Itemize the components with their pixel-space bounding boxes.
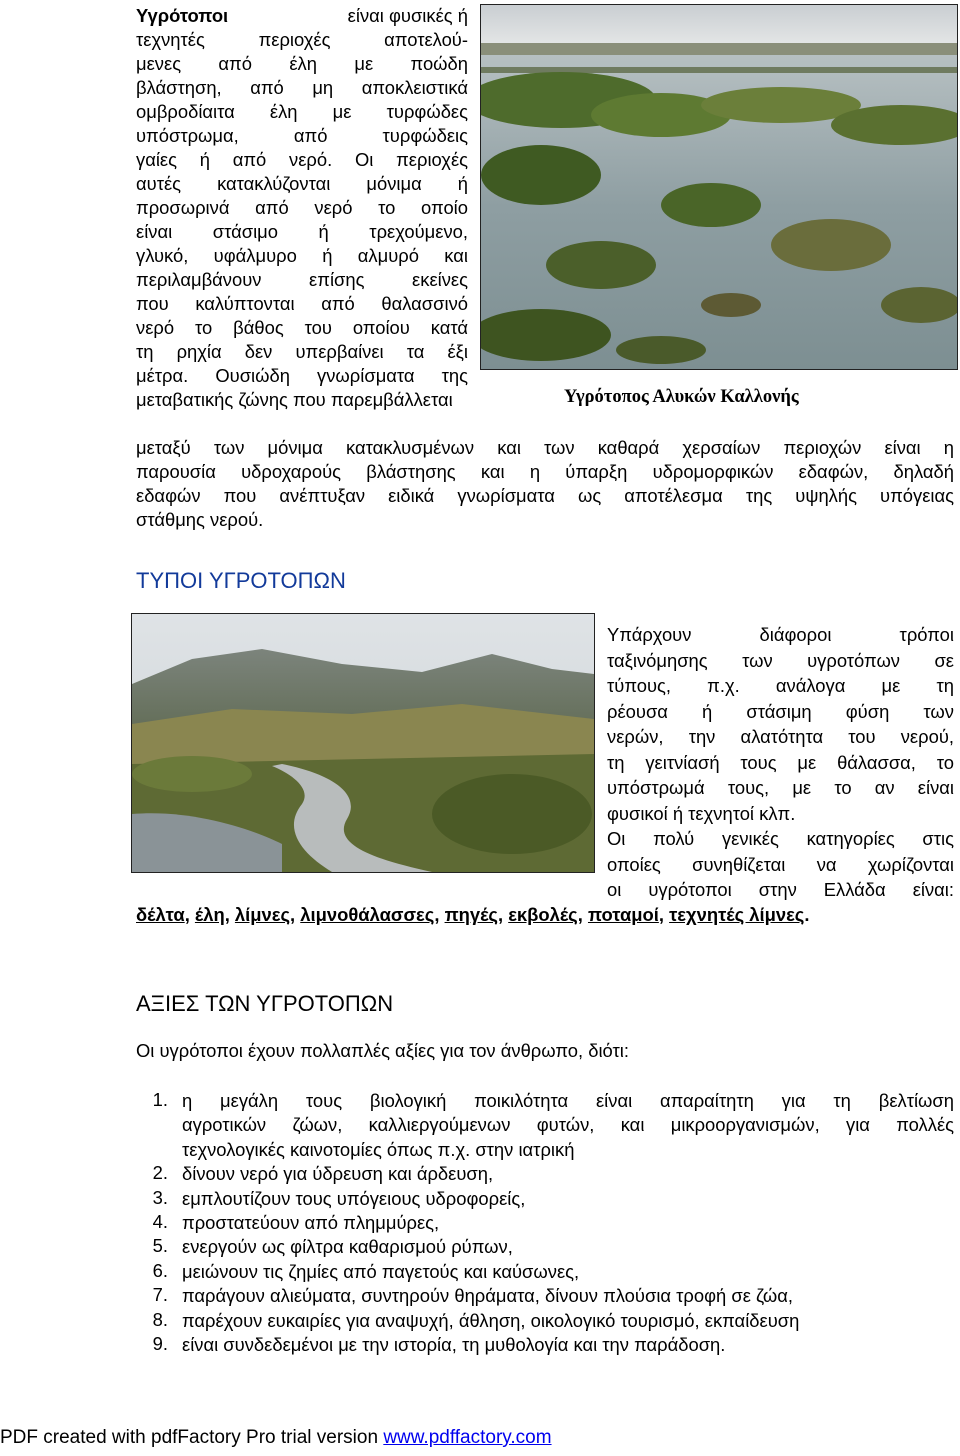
category-link[interactable]: λίμνες bbox=[234, 904, 291, 925]
category-link[interactable]: έλη bbox=[194, 904, 225, 925]
list-item-line: μειώνουν τις ζημίες από παγετούς και καύσωνες, bbox=[182, 1260, 580, 1282]
values-list-item bbox=[136, 1187, 954, 1211]
types-text bbox=[607, 622, 954, 903]
list-item-line: ενεργούν ως φίλτρα καθαρισμού ρύπων, bbox=[182, 1236, 513, 1258]
list-number: 1. bbox=[152, 1089, 168, 1110]
list-item-line: εμπλουτίζουν τους υπόγειους υδροφορείς, bbox=[182, 1187, 526, 1209]
category-separator: , bbox=[434, 904, 445, 925]
values-list-item bbox=[136, 1309, 954, 1333]
intro-full-text bbox=[136, 436, 954, 532]
category-separator: , bbox=[577, 904, 588, 925]
list-item-text bbox=[182, 1211, 954, 1235]
intro-section bbox=[136, 4, 468, 412]
category-separator: , bbox=[184, 904, 195, 925]
types-line: φυσικοί ή τεχνητοί κλπ. bbox=[607, 802, 796, 824]
intro-term: Υγρότοποι bbox=[136, 5, 229, 26]
list-number: 2. bbox=[152, 1162, 168, 1184]
list-item-line: δίνουν νερό για ύδρευση και άρδευση, bbox=[182, 1163, 494, 1185]
list-item-text bbox=[182, 1309, 954, 1333]
photo-caption: Υγρότοπος Αλυκών Καλλονής bbox=[564, 387, 799, 407]
list-number: 9. bbox=[152, 1333, 168, 1355]
list-item-line: είναι συνδεδεμένοι με την ιστορία, τη μυθολογία και την παράδοση. bbox=[182, 1334, 726, 1356]
intro-line: ομβροδίαιτα έλη με τυρφώδες bbox=[136, 101, 468, 122]
values-heading: ΑΞΙΕΣ ΤΩΝ ΥΓΡΟΤΟΠΩΝ bbox=[136, 991, 394, 1016]
list-item-text bbox=[182, 1089, 954, 1162]
list-item-text bbox=[182, 1284, 954, 1308]
intro-line: μεταβατικής ζώνης που παρεμβάλλεται bbox=[136, 389, 453, 410]
types-line: οι υγρότοποι στην Ελλάδα είναι: bbox=[607, 879, 954, 900]
types-heading: ΤΥΠΟΙ ΥΓΡΟΤΟΠΩΝ bbox=[136, 568, 346, 593]
list-item-line: η μεγάλη τους βιολογική ποικιλότητα είναι απαραίτητη για τη βελτίωση bbox=[182, 1090, 954, 1111]
values-list-item bbox=[136, 1260, 954, 1284]
category-separator: . bbox=[804, 904, 810, 925]
list-number: 3. bbox=[152, 1186, 168, 1208]
wetland-photo-river-image bbox=[132, 614, 594, 872]
wetland-photo-river bbox=[131, 613, 595, 873]
types-line: Υπάρχουν διάφοροι τρόποι bbox=[607, 624, 954, 645]
wetland-photo-kalloni-image bbox=[481, 5, 957, 369]
types-line: ρέουσα ή στάσιμη φύση των bbox=[607, 700, 954, 722]
category-link[interactable]: λιμνοθάλασσες bbox=[300, 904, 435, 925]
list-number: 7. bbox=[152, 1284, 168, 1306]
values-list-item bbox=[136, 1235, 954, 1259]
intro-line: τεχνητές περιοχές αποτελού- bbox=[136, 29, 468, 50]
values-list-item bbox=[136, 1089, 954, 1162]
category-link[interactable]: τεχνητές λίμνες bbox=[669, 904, 805, 925]
values-list bbox=[136, 1089, 954, 1357]
footer-text: PDF created with pdfFactory Pro trial version bbox=[0, 1427, 384, 1448]
category-link[interactable]: δέλτα bbox=[136, 904, 185, 925]
list-number: 6. bbox=[152, 1259, 168, 1281]
list-number: 8. bbox=[152, 1308, 168, 1330]
category-separator: , bbox=[224, 904, 235, 925]
intro-line: γλυκό, υφάλμυρο ή αλμυρό και bbox=[136, 245, 468, 266]
footer-link[interactable]: www.pdffactory.com bbox=[383, 1427, 552, 1448]
list-item-text bbox=[182, 1187, 954, 1211]
values-intro: Οι υγρότοποι έχουν πολλαπλές αξίες για τον άνθρωπο, διότι: bbox=[136, 1040, 629, 1061]
wetland-photo-kalloni bbox=[480, 4, 958, 370]
intro-full-line: εδαφών που ανέπτυξαν ειδικά γνωρίσματα ως αποτέλεσμα της υψηλής υπόγειας bbox=[136, 485, 954, 506]
types-line: Οι πολύ γενικές κατηγορίες στις bbox=[607, 828, 954, 849]
intro-full-line: μεταξύ των μόνιμα κατακλυσμένων και των καθαρά χερσαίων περιοχών είναι η bbox=[136, 437, 954, 458]
intro-line: γαίες ή από νερό. Οι περιοχές bbox=[136, 149, 468, 170]
intro-line: μέτρα. Ουσιώδη γνωρίσματα της bbox=[136, 365, 468, 386]
list-item-line: παρέχουν ευκαιρίες για αναψυχή, άθληση, οικολογικό τουρισμό, εκπαίδευση bbox=[182, 1309, 800, 1331]
list-item-text bbox=[182, 1260, 954, 1284]
types-line: οποίες συνηθίζεται να χωρίζονται bbox=[607, 853, 954, 875]
list-item-line: παράγουν αλιεύματα, συντηρούν θηράματα, δίνουν πλούσια τροφή σε ζώα, bbox=[182, 1285, 794, 1307]
list-item-line: τεχνολογικές καινοτομίες όπως π.χ. στην ιατρική bbox=[182, 1138, 575, 1160]
category-separator: , bbox=[290, 904, 301, 925]
intro-full-line: στάθμης νερού. bbox=[136, 509, 264, 530]
intro-line: αυτές κατακλύζονται μόνιμα ή bbox=[136, 173, 468, 194]
types-line: τη γειτνίασή τους με θάλασσα, το bbox=[607, 751, 954, 773]
category-link[interactable]: ποταμοί bbox=[587, 904, 659, 925]
list-number: 5. bbox=[152, 1235, 168, 1257]
intro-line: υπόστρωμα, από τυρφώδεις bbox=[136, 125, 468, 146]
intro-left-text bbox=[136, 28, 468, 412]
intro-full-line: παρουσία υδροχαρούς βλάστησης και η ύπαρξη υδρομορφικών εδαφών, δηλαδή bbox=[136, 461, 954, 482]
list-item-line: προστατεύουν από πλημμύρες, bbox=[182, 1212, 440, 1234]
types-line: υπόστρωμά τους, με το αν είναι bbox=[607, 777, 954, 798]
intro-line: τη ρηχία δεν υπερβαίνει τα έξι bbox=[136, 341, 468, 362]
values-list-item bbox=[136, 1333, 954, 1357]
intro-line: είναι στάσιμο ή τρεχούμενο, bbox=[136, 221, 468, 242]
intro-line: μενες από έλη με ποώδη bbox=[136, 53, 468, 74]
intro-line: που καλύπτονται από θαλασσινό bbox=[136, 293, 468, 314]
pdf-footer bbox=[0, 1427, 552, 1449]
intro-line: περιλαμβάνουν επίσης εκείνες bbox=[136, 269, 468, 290]
category-separator: , bbox=[658, 904, 670, 925]
types-line: τύπους, π.χ. ανάλογα με τη bbox=[607, 675, 954, 696]
category-link[interactable]: πηγές bbox=[444, 904, 498, 925]
list-item-text bbox=[182, 1333, 954, 1357]
values-list-item bbox=[136, 1284, 954, 1308]
intro-line: προσωρινά από νερό το οποίο bbox=[136, 197, 468, 218]
intro-first-line-rest: είναι φυσικές ή bbox=[347, 5, 468, 26]
types-line: νερών, την αλατότητα του νερού, bbox=[607, 726, 954, 747]
category-link[interactable]: εκβολές bbox=[508, 904, 578, 925]
values-list-item bbox=[136, 1162, 954, 1186]
intro-line: νερό το βάθος του οποίου κατά bbox=[136, 317, 468, 338]
list-item-text bbox=[182, 1162, 954, 1186]
list-item-text bbox=[182, 1235, 954, 1259]
intro-line: βλάστηση, από μη αποκλειστικά bbox=[136, 77, 468, 98]
types-line: ταξινόμησης των υγροτόπων σε bbox=[607, 649, 954, 671]
values-list-item bbox=[136, 1211, 954, 1235]
category-separator: , bbox=[497, 904, 509, 925]
list-item-line: αγροτικών ζώων, καλλιεργούμενων φυτών, και μικροοργανισμών, για πολλές bbox=[182, 1114, 954, 1136]
list-number: 4. bbox=[152, 1211, 168, 1233]
wetland-categories bbox=[136, 903, 956, 927]
intro-first-line bbox=[136, 4, 468, 28]
